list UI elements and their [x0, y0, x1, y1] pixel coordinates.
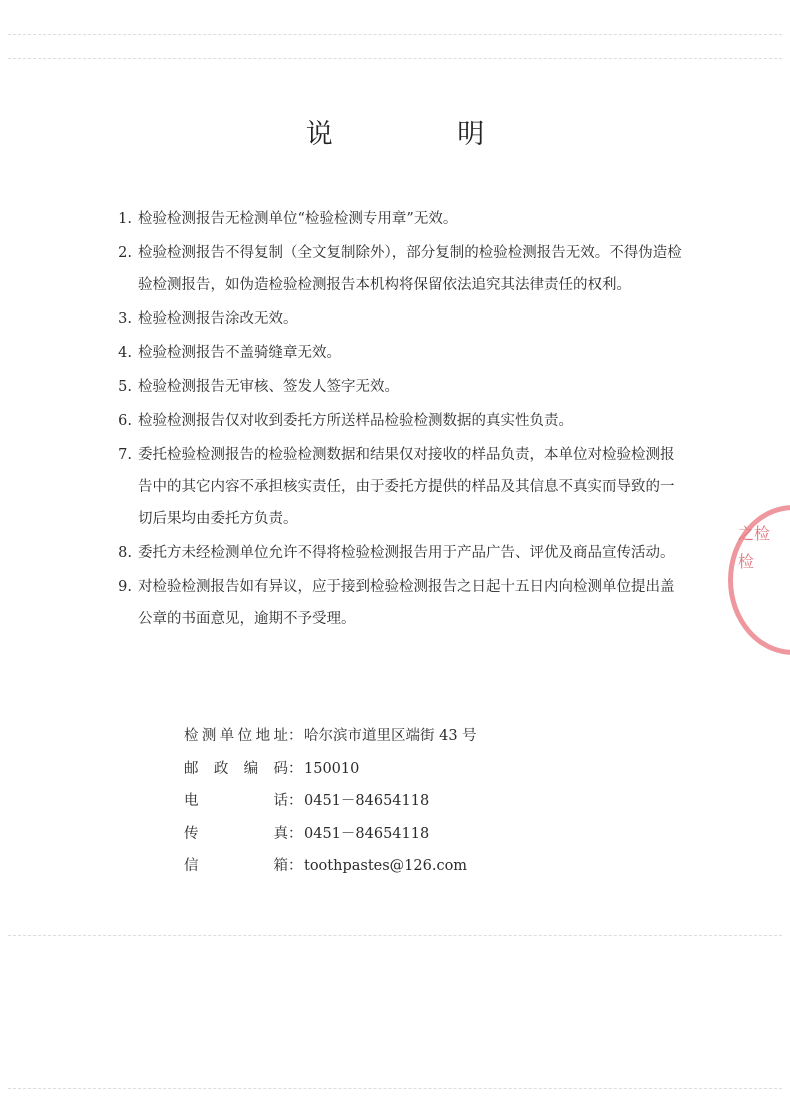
note-number: 4. [118, 345, 132, 361]
top-scan-edge [8, 34, 782, 35]
postcode-label [184, 753, 288, 786]
label-char: 话 [273, 793, 288, 809]
note-item [104, 337, 684, 369]
address-row [184, 720, 604, 753]
note-item [104, 237, 684, 301]
colon: ： [288, 825, 303, 842]
label-char: 单 [219, 728, 235, 744]
label-char: 政 [213, 760, 229, 777]
note-text: 检验检测报告无审核、签发人签字无效。 [138, 379, 399, 395]
contact-info [184, 720, 604, 883]
colon: ： [288, 728, 303, 744]
note-number: 3. [118, 311, 132, 327]
email-value: toothpastes@126.com [304, 858, 468, 874]
label-char: 箱 [273, 858, 288, 874]
phone-label [184, 785, 288, 818]
note-text: 检验检测报告涂改无效。 [138, 311, 298, 327]
label-char: 编 [243, 760, 259, 777]
label-char: 测 [201, 728, 217, 744]
label-char: 电 [184, 793, 199, 809]
note-item [104, 537, 684, 569]
postcode-row [184, 753, 604, 786]
fax-value: 0451－84654118 [304, 825, 430, 842]
label-char: 码 [273, 760, 288, 777]
note-item [104, 371, 684, 403]
note-text: 检验检测报告无检测单位“检验检测专用章”无效。 [138, 211, 458, 227]
note-number: 9. [118, 579, 132, 595]
label-char: 传 [184, 825, 199, 842]
notes-list [104, 203, 684, 637]
note-text: 检验检测报告仅对收到委托方所送样品检验检测数据的真实性负责。 [138, 413, 573, 429]
page-title: 说 明 [305, 119, 543, 150]
fax-row [184, 818, 604, 851]
postcode-value: 150010 [304, 760, 360, 777]
note-number: 8. [118, 545, 132, 561]
address-value: 哈尔滨市道里区端街 43 号 [304, 728, 477, 744]
email-label [184, 850, 288, 883]
label-char: 址 [273, 728, 288, 744]
fax-label [184, 818, 288, 851]
note-number: 2. [118, 245, 132, 261]
phone-row [184, 785, 604, 818]
email-row [184, 850, 604, 883]
note-item [104, 405, 684, 437]
phone-value: 0451－84654118 [304, 793, 430, 809]
label-char: 地 [255, 728, 271, 744]
stamp-lettering: 之检检 [738, 524, 771, 571]
label-char: 位 [237, 728, 253, 744]
bottom-scan-edge-2 [8, 1088, 782, 1089]
note-number: 5. [118, 379, 132, 395]
note-text: 检验检测报告不得复制（全文复制除外），部分复制的检验检测报告无效。不得伪造检验检测报告，如伪造检验检测报告本机构将保留依法追究其法律责任的权利。 [138, 245, 682, 293]
address-label [184, 720, 288, 753]
note-item [104, 571, 684, 635]
note-item [104, 439, 684, 535]
label-char: 真 [273, 825, 288, 842]
note-text: 委托方未经检测单位允许不得将检验检测报告用于产品广告、评优及商品宣传活动。 [138, 545, 675, 561]
colon: ： [288, 858, 303, 874]
note-number: 7. [118, 447, 132, 463]
bottom-scan-edge [8, 935, 782, 936]
top-scan-edge-2 [8, 58, 782, 59]
colon: ： [288, 760, 303, 777]
note-number: 6. [118, 413, 132, 429]
label-char: 检 [184, 728, 199, 744]
note-item [104, 303, 684, 335]
label-char: 信 [184, 858, 199, 874]
note-text: 检验检测报告不盖骑缝章无效。 [138, 345, 341, 361]
note-number: 1. [118, 211, 132, 227]
colon: ： [288, 793, 303, 809]
label-char: 邮 [184, 760, 199, 777]
note-text: 委托检验检测报告的检验检测数据和结果仅对接收的样品负责，本单位对检验检测报告中的其它内容不承担核实责任，由于委托方提供的样品及其信息不真实而导致的一切后果均由委托方负责。 [138, 447, 675, 527]
note-text: 对检验检测报告如有异议，应于接到检验检测报告之日起十五日内向检测单位提出盖公章的书面意见，逾期不予受理。 [138, 579, 675, 627]
note-item [104, 203, 684, 235]
